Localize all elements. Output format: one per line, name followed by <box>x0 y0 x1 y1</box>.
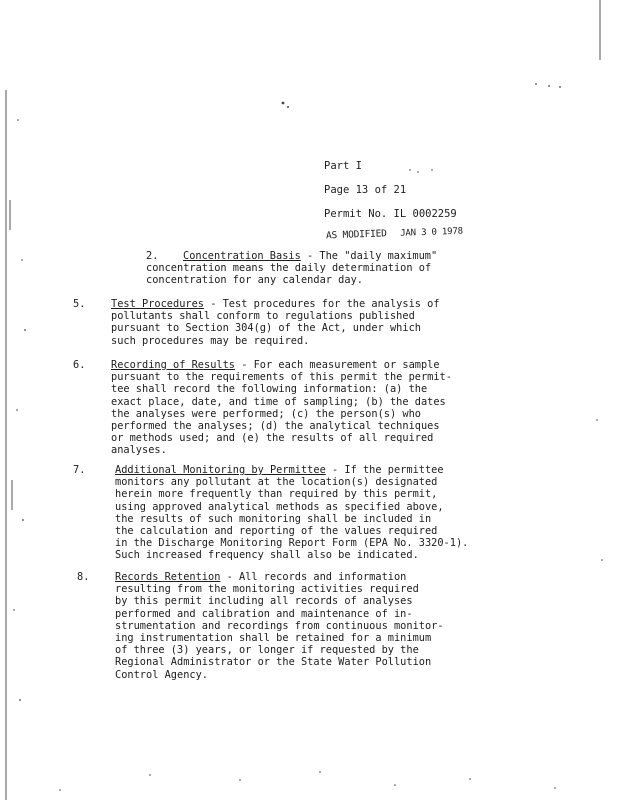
item-body <box>111 359 452 457</box>
item-line: in the Discharge Monitoring Report Form (EPA No. 3320-1). <box>115 537 469 550</box>
page-number: Page 13 of 21 <box>324 184 407 196</box>
item-line: or methods used; and (e) the results of all required <box>111 432 434 445</box>
item-first-line: - All records and information <box>220 571 407 583</box>
item-first-line: - The "daily maximum" <box>300 250 438 262</box>
item-body <box>111 298 440 347</box>
item-line: by this permit including all records of analyses <box>115 595 413 608</box>
item-number: 5. <box>73 298 86 310</box>
item-line: monitors any pollutant at the location(s) designated <box>115 476 438 489</box>
item-line: pollutants shall conform to regulations published <box>111 310 415 323</box>
item-first-line: - If the permittee <box>325 464 444 476</box>
item-heading: Additional Monitoring by Permittee <box>115 464 326 476</box>
item-line: strumentation and recordings from continuous monitor- <box>115 619 444 632</box>
item-body <box>115 571 444 681</box>
permit-number: Permit No. IL 0002259 <box>324 208 457 220</box>
item-heading: Records Retention <box>115 571 221 583</box>
item-line: tee shall record the following information: (a) the <box>111 383 428 396</box>
modification-stamp <box>326 226 463 242</box>
item-first-line: - For each measurement or sample <box>235 359 440 371</box>
item-line: Regional Administrator or the State Water Pollution <box>115 656 432 669</box>
item-line: performed and calibration and maintenance of in- <box>115 607 413 620</box>
item-line: resulting from the monitoring activities required <box>115 583 419 596</box>
part-label: Part I <box>324 160 362 172</box>
item-line: concentration for any calendar day. <box>146 274 363 287</box>
item-line: herein more frequently than required by this permit, <box>115 488 438 501</box>
item-line: Such increased frequency shall also be indicated. <box>115 549 419 562</box>
item-line: the results of such monitoring shall be included in <box>115 512 432 525</box>
item-line: performed the analyses; (d) the analytical techniques <box>111 420 440 433</box>
item-number: 2. <box>146 250 159 262</box>
item-line: of three (3) years, or longer if requested by the <box>115 644 419 657</box>
item-line: pursuant to Section 304(g) of the Act, under which <box>111 322 421 335</box>
item-line: the analyses were performed; (c) the person(s) who <box>111 407 421 420</box>
stamp-text: AS MODIFIED <box>325 228 387 242</box>
item-number: 8. <box>77 571 90 583</box>
item-line: pursuant to the requirements of this permit the permit- <box>111 371 452 384</box>
item-line: the calculation and reporting of the values required <box>115 525 438 538</box>
item-heading: Recording of Results <box>111 359 235 371</box>
item-body <box>146 250 437 287</box>
item-number: 6. <box>73 359 86 371</box>
item-number: 7. <box>73 464 86 476</box>
item-line: such procedures may be required. <box>111 334 310 347</box>
item-first-line: - Test procedures for the analysis of <box>204 298 440 310</box>
item-heading: Concentration Basis <box>183 250 301 262</box>
item-line: Control Agency. <box>115 668 208 681</box>
item-line: exact place, date, and time of sampling; (b) the dates <box>111 395 446 408</box>
item-line: concentration means the daily determination of <box>146 262 432 275</box>
item-line: analyses. <box>111 444 167 457</box>
item-line: using approved analytical methods as specified above, <box>115 500 444 513</box>
stamp-date: JAN 3 0 1978 <box>400 226 464 239</box>
item-line: ing instrumentation shall be retained for a minimum <box>115 632 432 645</box>
item-body <box>115 464 468 562</box>
item-heading: Test Procedures <box>111 298 204 310</box>
